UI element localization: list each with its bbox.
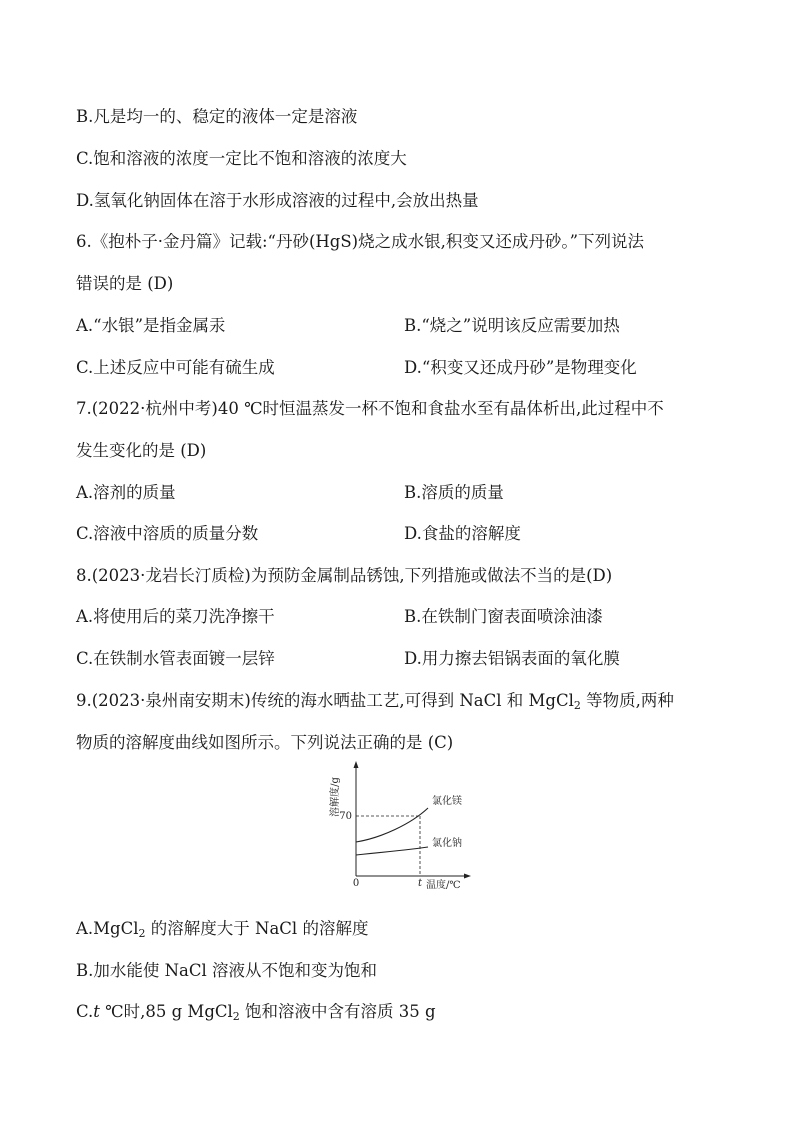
q6-option-a: A.“水银”是指金属汞 xyxy=(76,316,226,335)
q9-option-c-text: ℃时,85 g MgCl xyxy=(99,1002,233,1021)
series-mgcl2-curve xyxy=(356,808,428,842)
subscript-2: 2 xyxy=(232,1010,240,1023)
q9-option-c xyxy=(76,1001,436,1023)
q7-option-c: C.溶液中溶质的质量分数 xyxy=(76,524,259,543)
variable-t: t xyxy=(93,1002,100,1021)
q7-stem-line2: 发生变化的是 (D) xyxy=(76,441,207,460)
q9-option-c-tail: 饱和溶液中含有溶质 35 g xyxy=(239,1002,436,1021)
subscript-2: 2 xyxy=(138,927,146,940)
q6-stem-line2: 错误的是 (D) xyxy=(76,274,174,293)
series-nacl-curve xyxy=(356,847,428,855)
q8-option-a: A.将使用后的菜刀洗净擦干 xyxy=(76,607,275,626)
q5-option-c: C.饱和溶液的浓度一定比不饱和溶液的浓度大 xyxy=(76,149,407,168)
q8-option-b: B.在铁制门窗表面喷涂油漆 xyxy=(404,607,603,626)
q5-option-d: D.氢氧化钠固体在溶于水形成溶液的过程中,会放出热量 xyxy=(76,191,479,210)
x-tick-0: 0 xyxy=(352,878,360,889)
y-tick-70: 70 xyxy=(339,811,352,822)
q9-stem-line2: 物质的溶解度曲线如图所示。下列说法正确的是 (C) xyxy=(76,733,454,752)
q7-option-a: A.溶剂的质量 xyxy=(76,483,176,502)
solubility-curve-figure xyxy=(326,758,476,890)
x-axis-arrow xyxy=(464,874,471,879)
q7-stem-line1: 7.(2022·杭州中考)40 ℃时恒温蒸发一杯不饱和食盐水至有晶体析出,此过程中不 xyxy=(76,399,664,418)
q8-option-row2 xyxy=(76,648,620,670)
q6-option-d: D.“积变又还成丹砂”是物理变化 xyxy=(404,358,637,377)
y-axis-arrow xyxy=(354,761,359,768)
q7-option-row1 xyxy=(76,482,504,504)
q7-option-row2 xyxy=(76,523,521,545)
q9-stem-line1-text: 9.(2023·泉州南安期末)传统的海水晒盐工艺,可得到 NaCl 和 MgCl xyxy=(76,691,574,710)
subscript-2: 2 xyxy=(573,699,581,712)
q9-option-a-tail: 的溶解度大于 NaCl 的溶解度 xyxy=(145,919,369,938)
series-label-nacl: 氯化钠 xyxy=(432,838,462,849)
q8-option-row1 xyxy=(76,606,603,628)
solubility-chart-svg xyxy=(326,758,476,890)
q9-option-a xyxy=(76,918,368,940)
series-label-mgcl2: 氯化镁 xyxy=(432,796,462,807)
q7-option-b: B.溶质的质量 xyxy=(404,483,504,502)
q8-stem: 8.(2023·龙岩长汀质检)为预防金属制品锈蚀,下列措施或做法不当的是(D) xyxy=(76,566,613,585)
q7-option-d: D.食盐的溶解度 xyxy=(404,524,521,543)
q6-option-row1 xyxy=(76,315,620,337)
q6-option-b: B.“烧之”说明该反应需要加热 xyxy=(404,316,620,335)
x-axis-label: 温度/℃ xyxy=(426,880,461,890)
q6-option-c: C.上述反应中可能有硫生成 xyxy=(76,358,275,377)
q9-option-a-text: A.MgCl xyxy=(76,919,139,938)
q6-option-row2 xyxy=(76,357,637,379)
q9-stem-line1 xyxy=(76,690,674,712)
y-axis-label: 溶解度/g xyxy=(330,777,341,817)
q8-option-d: D.用力擦去铝锅表面的氧化膜 xyxy=(404,649,620,668)
q9-option-b: B.加水能使 NaCl 溶液从不饱和变为饱和 xyxy=(76,961,378,980)
q6-stem-line1: 6.《抱朴子·金丹篇》记载:“丹砂(HgS)烧之成水银,积变又还成丹砂。”下列说法 xyxy=(76,232,645,251)
q9-stem-line1-tail: 等物质,两种 xyxy=(580,691,674,710)
q5-option-b: B.凡是均一的、稳定的液体一定是溶液 xyxy=(76,107,358,126)
x-tick-t: t xyxy=(417,878,423,889)
q9-option-c-label: C. xyxy=(76,1002,94,1021)
q8-option-c: C.在铁制水管表面镀一层锌 xyxy=(76,649,275,668)
